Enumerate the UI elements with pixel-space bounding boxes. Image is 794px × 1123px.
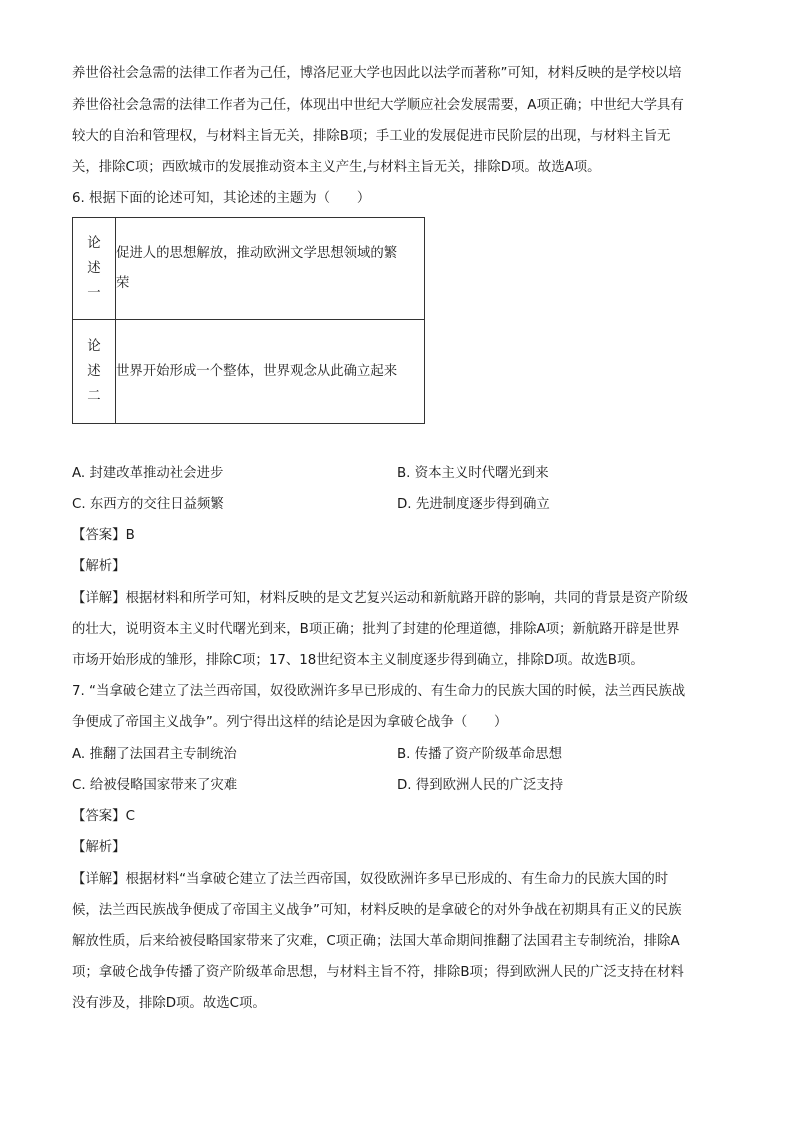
q7-detail-line-2: 候，法兰西民族战争便成了帝国主义战争”可知，材料反映的是拿破仑的对外争战在初期具有正义的民族 — [72, 903, 682, 918]
q6-option-a: A. 封建改革推动社会进步 — [72, 466, 224, 481]
q6-detail-line-1 — [72, 589, 688, 609]
q6-detail-line-2: 的壮大，说明资本主义时代曙光到来，B项正确；批判了封建的伦理道德，排除A项；新航路开辟是世界 — [72, 622, 680, 637]
q7-answer — [72, 807, 135, 827]
q7-detail-line-4: 项；拿破仑战争传播了资产阶级革命思想，与材料主旨不符，排除B项；得到欧洲人民的广泛支持在材料 — [72, 965, 684, 980]
argument-text-line: 世界开始形成一个整体，世界观念从此确立起来 — [116, 363, 398, 379]
q7-stem-line-2: 争便成了帝国主义战争”。列宁得出这样的结论是因为拿破仑战争（ ） — [72, 715, 508, 730]
detail-label: 【详解】 — [72, 872, 126, 887]
heading-char: 述 — [87, 261, 101, 276]
detail-text: 根据材料“当拿破仑建立了法兰西帝国，奴役欧洲许多早已形成的、有生命力的民族大国的时 — [125, 872, 669, 887]
table-row — [73, 218, 425, 320]
q6-option-d: D. 先进制度逐步得到确立 — [397, 497, 550, 512]
heading-char: 述 — [87, 364, 101, 379]
heading-char: 论 — [87, 339, 101, 354]
argument-text-line: 促进人的思想解放，推动欧洲文学思想领域的繁 — [116, 245, 398, 261]
q7-option-c: C. 给被侵略国家带来了灾难 — [72, 778, 238, 793]
argument-text-line: 荣 — [116, 275, 130, 291]
q7-detail-line-3: 解放性质，后来给被侵略国家带来了灾难，C项正确；法国大革命期间推翻了法国君主专制统治，排除A — [72, 934, 680, 949]
q7-option-d: D. 得到欧洲人民的广泛支持 — [397, 778, 564, 793]
argument-one-text — [116, 218, 425, 320]
q7-option-b: B. 传播了资产阶级革命思想 — [397, 747, 562, 762]
answer-value: C — [125, 809, 135, 824]
answer-label: 【答案】 — [72, 528, 126, 543]
heading-char: 一 — [87, 286, 101, 301]
argument-two-heading — [73, 320, 116, 424]
q7-detail-line-1 — [72, 870, 668, 890]
answer-value: B — [125, 528, 135, 543]
intro-line-4: 关，排除C项；西欧城市的发展推动资本主义产生,与材料主旨无关，排除D项。故选A项。 — [72, 160, 601, 175]
heading-char: 二 — [87, 389, 101, 404]
q7-stem-line-1: 7. “当拿破仑建立了法兰西帝国，奴役欧洲许多早已形成的、有生命力的民族大国的时候，法兰西民族战 — [72, 684, 686, 699]
q6-detail-line-3: 市场开始形成的雏形，排除C项；17、18世纪资本主义制度逐步得到确立，排除D项。故选B项。 — [72, 653, 644, 668]
answer-label: 【答案】 — [72, 809, 126, 824]
q6-stem: 6. 根据下面的论述可知，其论述的主题为（ ） — [72, 191, 371, 206]
argument-one-heading — [73, 218, 116, 320]
q6-answer — [72, 526, 135, 546]
intro-line-1: 养世俗社会急需的法律工作者为己任，博洛尼亚大学也因此以法学而著称”可知，材料反映的是学校以培 — [72, 66, 682, 81]
q6-option-c: C. 东西方的交往日益频繁 — [72, 497, 224, 512]
q6-argument-table — [72, 217, 425, 424]
table-row — [73, 320, 425, 424]
q6-analysis-label: 【解析】 — [72, 559, 126, 574]
q7-option-a: A. 推翻了法国君主专制统治 — [72, 747, 237, 762]
intro-line-3: 较大的自治和管理权，与材料主旨无关，排除B项；手工业的发展促进市民阶层的出现，与材料主旨无 — [72, 129, 671, 144]
q6-option-b: B. 资本主义时代曙光到来 — [397, 466, 549, 481]
argument-two-text — [116, 320, 425, 424]
q7-detail-line-5: 没有涉及，排除D项。故选C项。 — [72, 996, 266, 1011]
q7-analysis-label: 【解析】 — [72, 840, 126, 855]
heading-char: 论 — [87, 236, 101, 251]
detail-text: 根据材料和所学可知，材料反映的是文艺复兴运动和新航路开辟的影响，共同的背景是资产阶级 — [125, 591, 688, 606]
intro-line-2: 养世俗社会急需的法律工作者为己任，体现出中世纪大学顺应社会发展需要，A项正确；中世纪大学具有 — [72, 98, 684, 113]
detail-label: 【详解】 — [72, 591, 126, 606]
